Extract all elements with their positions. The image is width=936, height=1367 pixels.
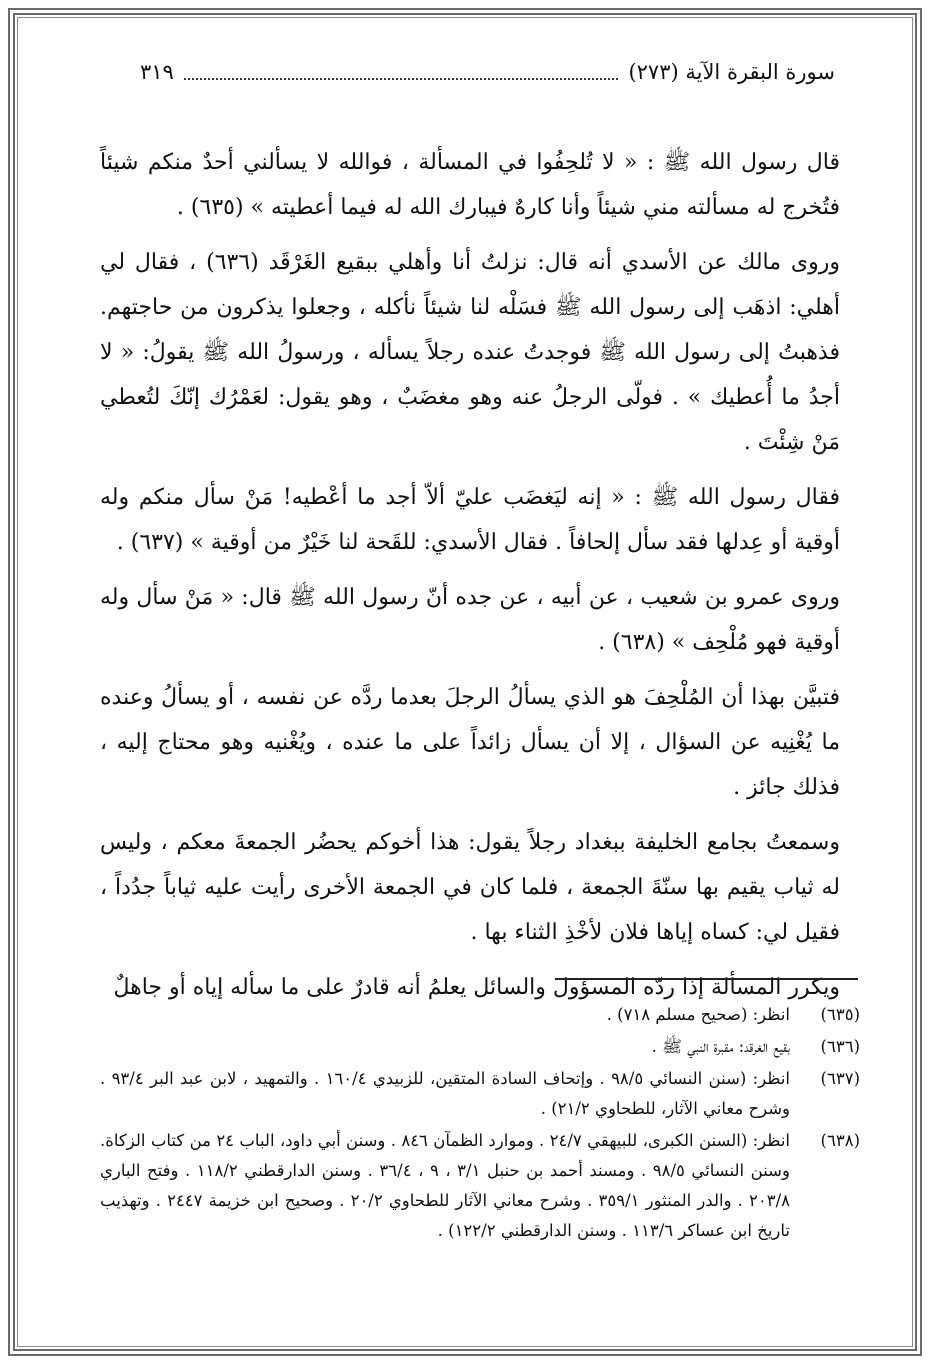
paragraph: وسمعتُ بجامع الخليفة ببغداد رجلاً يقول: هذا أخوكم يحضُر الجمعةَ معكم ، وليس له ثياب يقيم بها سنّةَ الجمعة ، فلما كان في الجمعة الأخرى رأيت عليه ثياباً جدُداً ، فقيل لي: كساه إياها فلان لأخْذِ الثناء بها . [100,830,840,945]
paragraph: وروى عمرو بن شعيب ، عن أبيه ، عن جده أنّ رسول الله ﷺ قال: « مَنْ سأل وله أوقية فهو مُلْحِف » (٦٣٨) . [100,585,840,655]
footnote-number: (٦٣٧) [820,1069,860,1088]
footnote [100,1126,860,1246]
footnote-text: انظر: (سنن النسائي ٩٨/٥ . وإتحاف السادة المتقين، للزبيدي ١٦٠/٤ . والتمهيد ، لابن عبد البر ٩٣/٤ . وشرح معاني الآثار، للطحاوي ٢١/٢) . [100,1069,791,1118]
footnote [100,1064,860,1124]
footnote-text: انظر: (السنن الكبرى، للبيهقي ٢٤/٧ . وموارد الظمآن ٨٤٦ . وسنن أبي داود، الباب ٢٤ من كتاب الزكاة. وسنن النسائي ٩٨/٥ . ومسند أحمد بن حنبل ٣/١ ، ٩ ، ٣٦/٤ . وسنن الدارقطني ١١٨/٢ . وفتح الباري ٢٠٣/٨ . والدر المنثور ٣٥٩/١ . وشرح معاني الآثار للطحاوي ٢٠/٢ . وصحيح ابن خزيمة ٢٤٤٧ . وتهذيب تاريخ ابن عساكر ١١٣/٦ . وسنن الدارقطني ١٢٢/٢) . [100,1131,790,1240]
running-header [140,52,835,92]
header-title: سورة البقرة الآية (٢٧٣) [628,60,835,84]
footnote-text: انظر: (صحيح مسلم ٧١٨) . [606,1005,790,1024]
paragraph: فقال رسول الله ﷺ : « إنه ليَغضَب عليّ ألاّ أجد ما أعْطيه! مَنْ سأل منكم وله أوقية أو عِدلها فقد سأل إلحافاً . فقال الأسدي: للقَحة لنا خَيْرٌ من أوقية » (٦٣٧) . [100,485,840,555]
footnote [100,1000,860,1030]
footnote-separator [555,978,858,980]
paragraph: وروى مالك عن الأسدي أنه قال: نزلتُ أنا وأهلي ببقيع الغَرْقَد (٦٣٦) ، فقال لي أهلي: اذهَب إلى رسول الله ﷺ فسَلْه لنا شيئاً نأكله ، وجعلوا يذكرون من حاجتهم. فذهبتُ إلى رسول الله ﷺ فوجدتُ عنده رجلاً يسأله ، ورسولُ الله ﷺ يقولُ: « لا أجدُ ما أُعطيك » . فولّى الرجلُ عنه وهو مغضَبٌ ، وهو يقول: لعَمْرُك إنّكَ لتُعطي مَنْ شِئْتَ . [100,250,841,455]
footnotes [100,1000,860,1248]
header-leader-dots [184,64,619,80]
paragraph: قال رسول الله ﷺ : « لا تُلحِفُوا في المسألة ، فوالله لا يسألني أحدٌ منكم شيئاً فتُخرج له مسألته مني شيئاً وأنا كارهٌ فيبارك الله له فيما أعطيته » (٦٣٥) . [100,150,840,220]
page-number: ٣١٩ [140,60,174,84]
footnote-number: (٦٣٨) [820,1131,860,1150]
footnote-number: (٦٣٦) [820,1037,860,1056]
footnote [100,1032,860,1062]
paragraph: فتبيَّن بهذا أن المُلْحِفَ هو الذي يسألُ الرجلَ بعدما ردَّه عن نفسه ، أو يسألُ وعنده ما يُغْنِيه عن السؤال ، إلا أن يسأل زائداً على ما عنده ، ويُغْنيه وهو محتاج إليه ، فذلك جائز . [100,685,841,800]
main-text [100,140,840,1020]
paragraph: ويكرر المسألة إذا ردّه المسؤول والسائل يعلمُ أنه قادرٌ على ما سأله إياه أو جاهلٌ [113,975,840,1000]
footnote-text: بقيع الغرقد: مقبرة النبي ﷺ . [651,1037,790,1056]
footnote-number: (٦٣٥) [820,1005,860,1024]
